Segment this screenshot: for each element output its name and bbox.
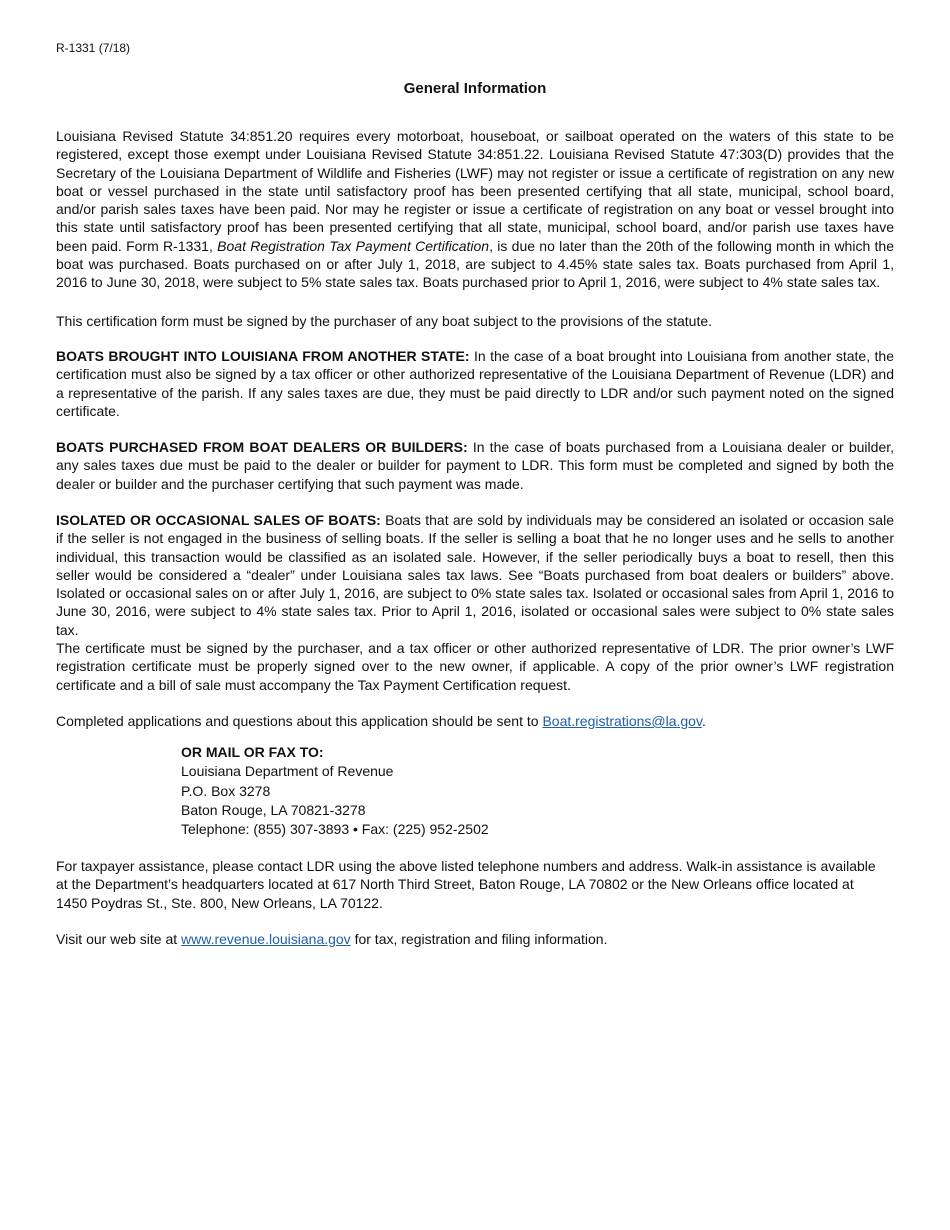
dealers-heading: BOATS PURCHASED FROM BOAT DEALERS OR BUILDERS: — [56, 439, 468, 455]
isolated-sales-heading: ISOLATED OR OCCASIONAL SALES OF BOATS: — [56, 512, 381, 528]
another-state-text: In the case of a boat brought into Louisiana from another state, the certification must also be signed by a tax officer or other authorized representative of the Louisiana Department of Revenue (LDR) and a representative of the parish. If any sales taxes are due, they must be paid directly to LDR and/or such payment noted on the signed certificate. — [56, 348, 894, 419]
certification-note: This certification form must be signed by the purchaser of any boat subject to the provisions of the statute. — [56, 313, 713, 329]
send-applications-line — [56, 712, 894, 730]
mail-heading: OR MAIL OR FAX TO: — [181, 744, 324, 760]
intro-text-b: , is due no later than the 20th of the following month in which the boat was purchased. Boats purchased on or after July 1, 2018, are subject to 4.45% state sales tax. Boats purchased from April 1, 2016 to June 30, 2018, were subject to 5% state sales tax. Boats purchased prior to April 1, 2016, were subject to 4% state sales tax. — [56, 237, 894, 291]
website-link[interactable]: www.revenue.louisiana.gov — [181, 931, 351, 947]
mailing-address-block — [181, 743, 489, 839]
mail-line-city: Baton Rouge, LA 70821-3278 — [181, 801, 366, 818]
isolated-sales-paragraph — [56, 511, 894, 639]
assistance-line-3: 1450 Poydras St., Ste. 800, New Orleans, LA 70122. — [56, 894, 383, 911]
send-period: . — [701, 713, 706, 729]
email-link[interactable]: Boat.registrations@la.gov — [542, 713, 702, 729]
another-state-paragraph — [56, 347, 894, 420]
assistance-line-1: For taxpayer assistance, please contact LDR using the above listed telephone numbers and address. Walk-in assistance is available — [56, 858, 876, 874]
dealers-paragraph — [56, 438, 894, 493]
mail-line-phone-fax: Telephone: (855) 307-3893 • Fax: (225) 952-2502 — [181, 821, 489, 838]
intro-paragraph — [56, 127, 894, 292]
another-state-heading: BOATS BROUGHT INTO LOUISIANA FROM ANOTHER STATE: — [56, 348, 470, 364]
visit-text: Visit our web site at — [56, 931, 182, 947]
form-id: R-1331 (7/18) — [56, 41, 131, 55]
send-text: Completed applications and questions about this application should be sent to — [56, 713, 543, 729]
visit-text-end: for tax, registration and filing information. — [350, 931, 608, 947]
page-title: General Information — [403, 80, 547, 97]
dealers-text: In the case of boats purchased from a Louisiana dealer or builder, any sales taxes due must be paid to the dealer or builder for payment to LDR. This form must be completed and signed by both the dealer or builder and the purchaser certifying that such payment was made. — [56, 439, 895, 492]
taxpayer-assistance-paragraph — [56, 857, 894, 912]
mail-line-department: Louisiana Department of Revenue — [181, 763, 394, 780]
assistance-line-2: at the Department’s headquarters located at 617 North Third Street, Baton Rouge, LA 70802 or the New Orleans office located at — [56, 876, 854, 893]
form-name: Boat Registration Tax Payment Certification — [217, 237, 490, 254]
isolated-sales-text: Boats that are sold by individuals may be considered an isolated or occasion sale if the seller is not engaged in the business of selling boats. If the seller is selling a boat that he no longer uses and he sells to another individual, this transaction would be classified as an isolated sale. However, if the seller periodically buys a boat to resell, then this seller would be considered a “dealer” under Louisiana sales tax laws. See “Boats purchased from boat dealers or builders” above. Isolated or occasional sales on or after July 1, 2016, are subject to 0% state sales tax. Isolated or occasional sales from April 1, 2016 to June 30, 2016, were subject to 4% state sales tax. Prior to April 1, 2016, isolated or occasional sales were subject to 0% state sales tax. — [56, 512, 894, 638]
mail-line-po-box: P.O. Box 3278 — [181, 782, 271, 799]
website-line — [56, 930, 894, 948]
certificate-paragraph: The certificate must be signed by the purchaser, and a tax officer or other authorized representative of LDR. The prior owner’s LWF registration certificate must be properly signed over to the new owner, if applicable. A copy of the prior owner’s LWF registration certificate and a bill of sale must accompany the Tax Payment Certification request. — [56, 640, 894, 693]
intro-text-a: Louisiana Revised Statute 34:851.20 requires every motorboat, houseboat, or sailboat operated on the waters of this state to be registered, except those exempt under Louisiana Revised Statute 34:851.22. Louisiana Revised Statute 47:303(D) provides that the Secretary of the Louisiana Department of Wildlife and Fisheries (LWF) may not register or issue a certificate of registration on any new boat or vessel purchased in the state until satisfactory proof has been presented certifying that all state, municipal, school board, and/or parish sales taxes have been paid. Nor may he register or issue a certificate of registration on any boat or vessel brought into this state until satisfactory proof has been presented certifying that all state, municipal, school board, and/or parish use taxes have been paid. Form R-1331, — [56, 128, 894, 254]
